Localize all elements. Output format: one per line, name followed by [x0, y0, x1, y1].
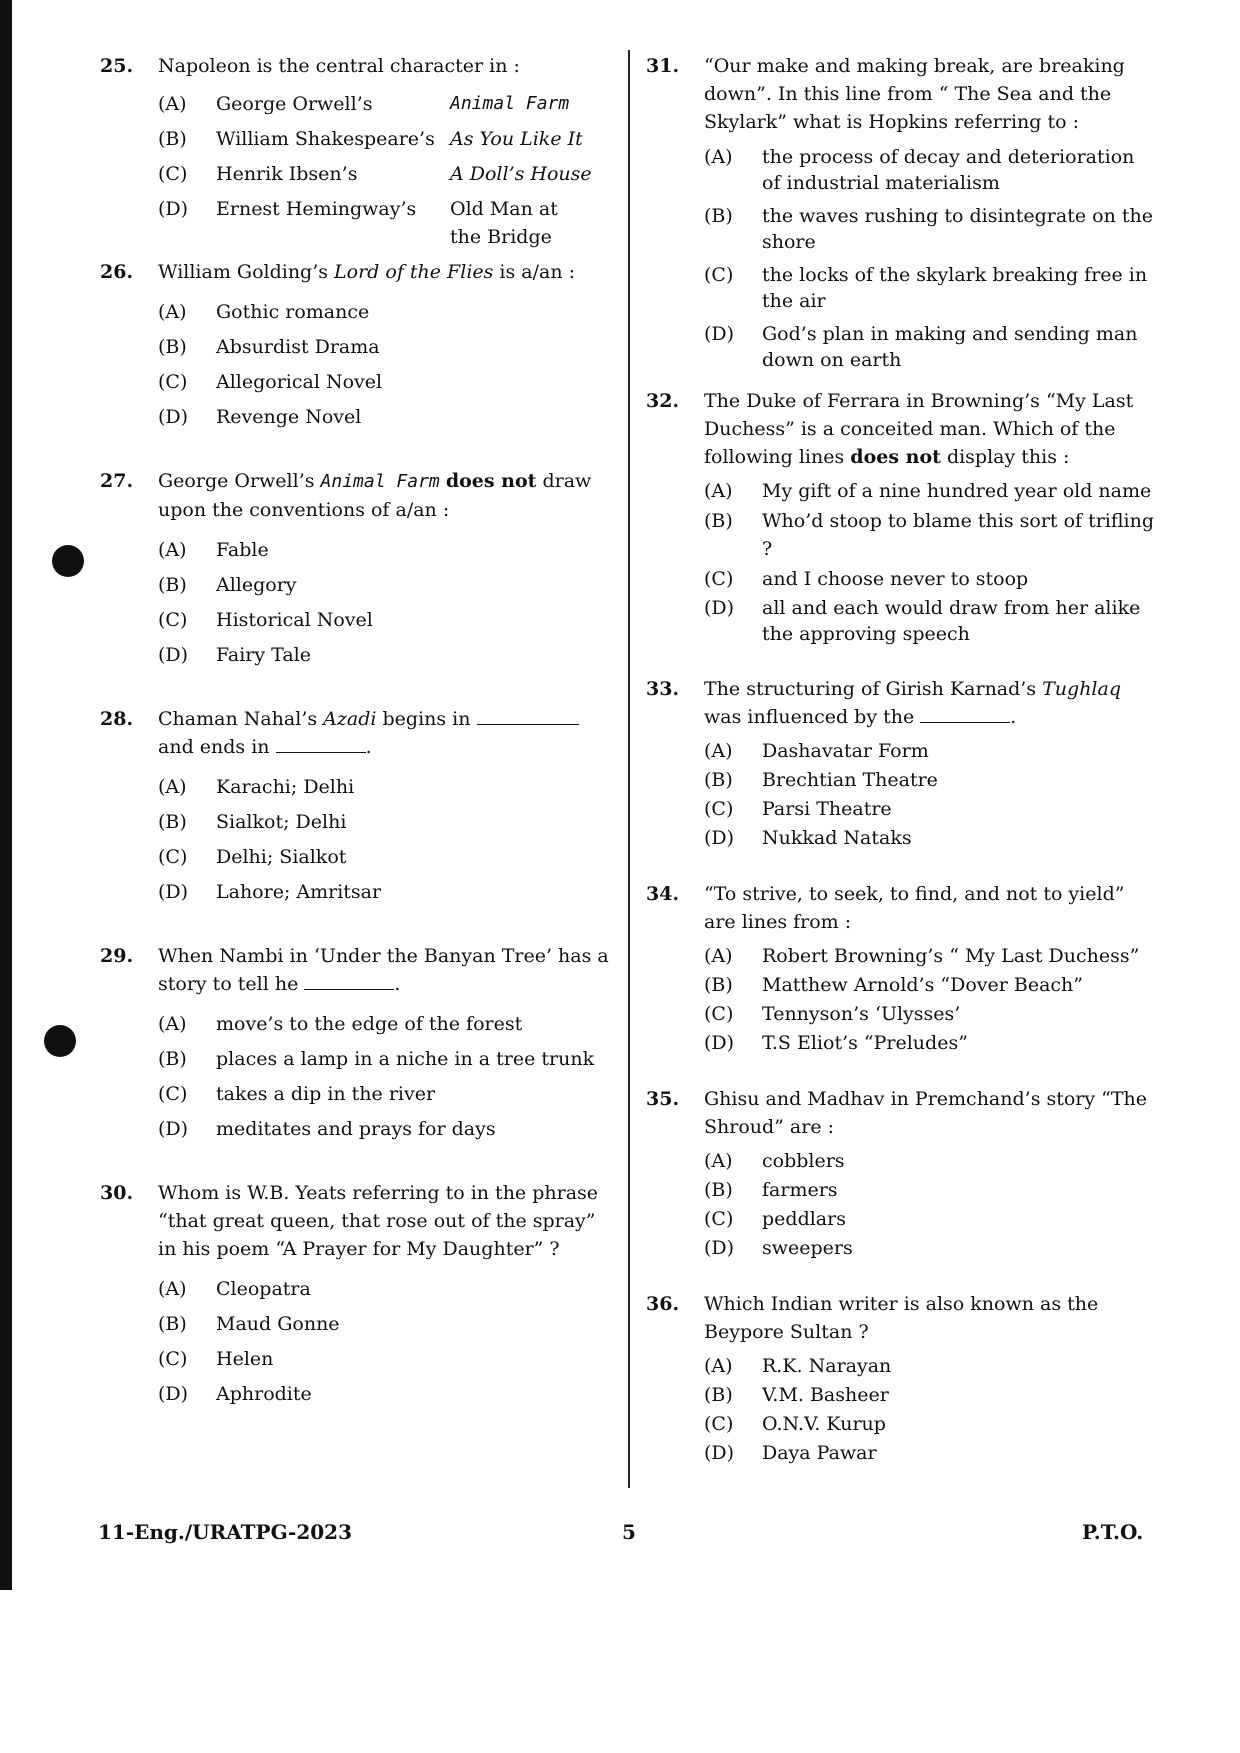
option-d: (D) Ernest Hemingway’s Old Man at the Bridge: [158, 198, 558, 248]
question-number: 26.: [100, 261, 134, 283]
option-c: (C) peddlars: [704, 1208, 846, 1230]
question-number: 34.: [646, 883, 680, 905]
option-c: (C) the locks of the skylark breaking free in the air: [704, 264, 1148, 312]
question-35: [642, 1085, 1158, 1262]
option-a: (A) Karachi; Delhi: [158, 776, 355, 798]
question-number: 33.: [646, 678, 680, 700]
option-c: (C) Allegorical Novel: [158, 371, 383, 393]
question-number: 30.: [100, 1182, 134, 1204]
option-d: (D) Nukkad Nataks: [704, 827, 912, 849]
option-c: (C) Parsi Theatre: [704, 798, 892, 820]
question-stem: Whom is W.B. Yeats referring to in the phrase “that great queen, that rose out of the spray” in his poem “A Prayer for My Daughter” ?: [158, 1182, 599, 1260]
question-25: [96, 52, 618, 251]
option-c: (C) Henrik Ibsen’s A Doll’s House: [158, 163, 592, 185]
paper-code: 11-Eng./URATPG-2023: [98, 1520, 352, 1544]
option-c: (C) Helen: [158, 1348, 274, 1370]
question-26: [96, 258, 618, 431]
option-a: (A) Gothic romance: [158, 301, 370, 323]
question-stem: “Our make and making break, are breaking down”. In this line from “ The Sea and the Skylark” what is Hopkins referring to :: [704, 55, 1125, 133]
question-28: [96, 705, 618, 906]
question-stem: George Orwell’s Animal Farm does not draw upon the conventions of a/an :: [158, 470, 592, 521]
question-stem: Ghisu and Madhav in Premchand’s story “The Shroud” are :: [704, 1088, 1148, 1138]
option-d: (D) Revenge Novel: [158, 406, 362, 428]
option-b: (B) Brechtian Theatre: [704, 769, 938, 791]
question-number: 25.: [100, 55, 134, 77]
option-b: (B) William Shakespeare’s As You Like It: [158, 128, 583, 150]
option-d: (D) Fairy Tale: [158, 644, 311, 666]
option-b: (B) farmers: [704, 1179, 838, 1201]
blank-line: [304, 971, 394, 990]
question-number: 35.: [646, 1088, 680, 1110]
option-c: (C) Delhi; Sialkot: [158, 846, 347, 868]
question-number: 27.: [100, 470, 134, 492]
right-column: [642, 52, 1158, 1474]
question-stem: Which Indian writer is also known as the Beypore Sultan ?: [704, 1293, 1099, 1343]
question-30: [96, 1179, 618, 1408]
page-number: 5: [622, 1520, 636, 1544]
question-number: 32.: [646, 390, 680, 412]
option-a: (A) move’s to the edge of the forest: [158, 1013, 523, 1035]
question-stem: The structuring of Girish Karnad’s Tughlaq was influenced by the .: [704, 678, 1122, 728]
option-a: (A) Robert Browning’s “ My Last Duchess”: [704, 945, 1140, 967]
question-stem: Chaman Nahal’s Azadi begins in and ends in .: [158, 705, 618, 761]
option-d: (D) God’s plan in making and sending man down on earth: [704, 323, 1138, 371]
option-b: (B) Matthew Arnold’s “Dover Beach”: [704, 974, 1083, 996]
question-number: 31.: [646, 55, 680, 77]
option-c: (C) takes a dip in the river: [158, 1083, 436, 1105]
blank-line: [477, 706, 579, 725]
option-a: (A) Cleopatra: [158, 1278, 311, 1300]
option-b: (B) Sialkot; Delhi: [158, 811, 347, 833]
option-b: (B) Allegory: [158, 574, 297, 596]
question-27: [96, 467, 618, 669]
question-stem: The Duke of Ferrara in Browning’s “My Last Duchess” is a conceited man. Which of the following lines does not display this :: [704, 390, 1134, 468]
question-stem: When Nambi in ‘Under the Banyan Tree’ has a story to tell he .: [158, 945, 609, 995]
option-b: (B) V.M. Basheer: [704, 1384, 889, 1406]
question-32: [642, 387, 1158, 647]
option-d: (D) meditates and prays for days: [158, 1118, 496, 1140]
option-a: (A) R.K. Narayan: [704, 1355, 892, 1377]
option-c: (C) Historical Novel: [158, 609, 373, 631]
option-a: (A) My gift of a nine hundred year old name: [704, 480, 1152, 502]
option-c: (C) O.N.V. Kurup: [704, 1413, 886, 1435]
question-number: 36.: [646, 1293, 680, 1315]
option-a: (A) Dashavatar Form: [704, 740, 929, 762]
question-34: [642, 880, 1158, 1057]
blank-line: [920, 704, 1010, 723]
question-stem: “To strive, to seek, to find, and not to yield” are lines from :: [704, 883, 1125, 933]
option-d: (D) Lahore; Amritsar: [158, 881, 382, 903]
question-36: [642, 1290, 1158, 1467]
option-d: (D) all and each would draw from her alike the approving speech: [704, 597, 1141, 645]
option-b: (B) Maud Gonne: [158, 1313, 340, 1335]
question-stem: Napoleon is the central character in :: [158, 55, 520, 77]
punch-hole-lower: [44, 1025, 76, 1057]
option-a: (A) the process of decay and deterioration of industrial materialism: [704, 146, 1135, 194]
pto-marker: P.T.O.: [1082, 1520, 1144, 1544]
question-29: [96, 942, 618, 1143]
option-a: (A) Fable: [158, 539, 269, 561]
question-31: [642, 52, 1158, 373]
option-d: (D) sweepers: [704, 1237, 853, 1259]
option-c: (C) Tennyson’s ‘Ulysses’: [704, 1003, 961, 1025]
punch-hole-upper: [52, 545, 84, 577]
question-number: 29.: [100, 945, 134, 967]
option-a: (A) George Orwell’s Animal Farm: [158, 93, 570, 115]
option-b: (B) the waves rushing to disintegrate on the shore: [704, 205, 1153, 253]
option-b: (B) Absurdist Drama: [158, 336, 380, 358]
option-d: (D) T.S Eliot’s “Preludes”: [704, 1032, 968, 1054]
column-divider: [628, 50, 630, 1488]
option-d: (D) Aphrodite: [158, 1383, 312, 1405]
option-d: (D) Daya Pawar: [704, 1442, 877, 1464]
option-a: (A) cobblers: [704, 1150, 845, 1172]
question-33: [642, 675, 1158, 852]
option-c: (C) and I choose never to stoop: [704, 568, 1029, 590]
question-number: 28.: [100, 708, 134, 730]
scan-edge-bar: [0, 0, 12, 1590]
question-stem: William Golding’s Lord of the Flies is a/an :: [158, 261, 576, 283]
option-b: (B) places a lamp in a niche in a tree trunk: [158, 1048, 595, 1070]
blank-line: [276, 734, 366, 753]
option-b: (B) Who’d stoop to blame this sort of trifling ?: [704, 510, 1155, 560]
left-column: [96, 52, 618, 1415]
